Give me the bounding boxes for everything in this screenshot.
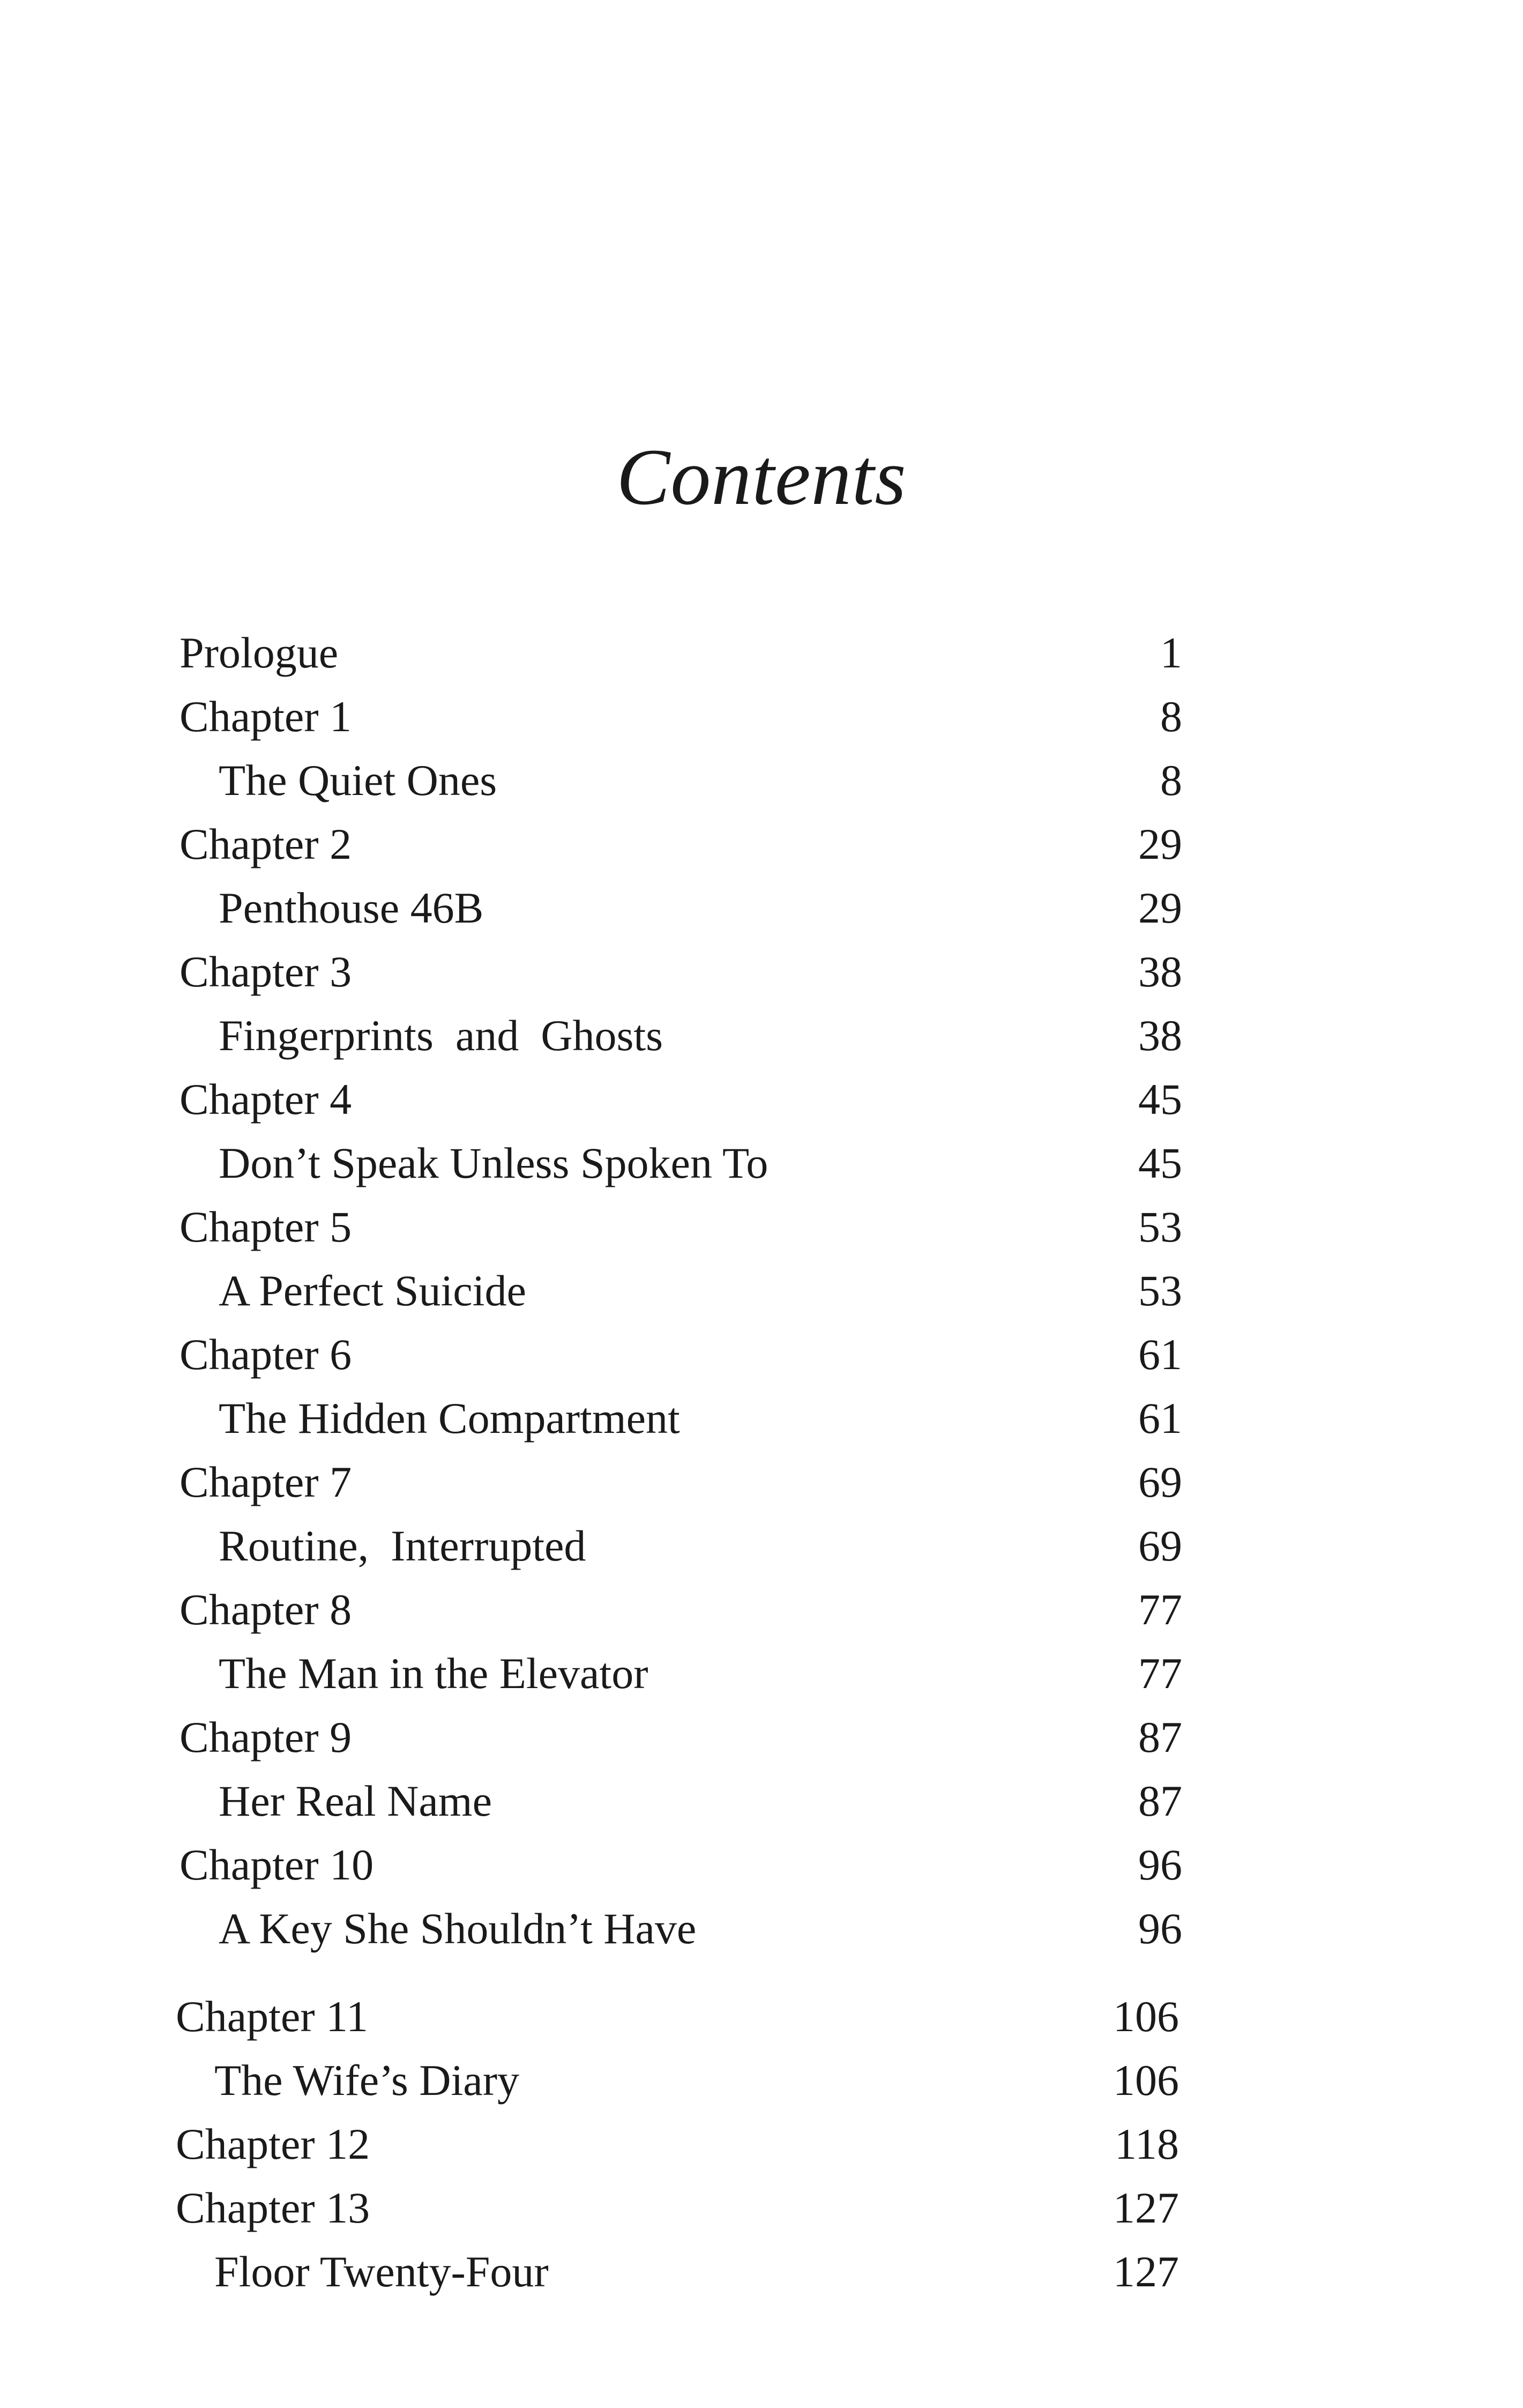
toc-entry-label: The Hidden Compartment <box>219 1394 680 1443</box>
toc-entry-page: 77 <box>1138 1649 1182 1698</box>
toc-entry-section <box>0 751 1523 810</box>
toc-entry-section <box>0 1261 1523 1320</box>
toc-entry-label: Chapter 13 <box>176 2183 370 2232</box>
toc-entry-section <box>0 1134 1523 1193</box>
page-title: Contents <box>616 433 907 522</box>
toc-entry-page: 8 <box>1160 692 1182 741</box>
toc-entry-label: Floor Twenty-Four <box>214 2247 549 2296</box>
toc-entry-chapter-4 <box>0 1070 1523 1129</box>
toc-entry-section <box>0 2242 1523 2301</box>
toc-entry-section <box>0 879 1523 938</box>
toc-entry-page: 61 <box>1138 1394 1182 1443</box>
toc-entry-label: Chapter 9 <box>180 1713 352 1762</box>
toc-entry-page: 127 <box>1113 2247 1179 2296</box>
toc-entry-page: 96 <box>1138 1840 1182 1889</box>
toc-entry-label: Chapter 12 <box>176 2120 370 2168</box>
toc-entry-label: Her Real Name <box>219 1777 492 1825</box>
toc-entry-label: Chapter 5 <box>180 1202 352 1251</box>
toc-entry-label: Chapter 4 <box>180 1075 352 1124</box>
toc-entry-label: The Man in the Elevator <box>219 1649 648 1698</box>
toc-entry-section <box>0 1772 1523 1831</box>
toc-entry-page: 96 <box>1138 1904 1182 1953</box>
toc-entry-chapter-8 <box>0 1580 1523 1639</box>
toc-entry-chapter-3 <box>0 942 1523 1001</box>
toc-entry-label: Prologue <box>180 628 339 677</box>
toc-entry-label: Routine, Interrupted <box>219 1521 586 1570</box>
toc-entry-chapter-11 <box>0 1987 1523 2046</box>
toc-entry-chapter-13 <box>0 2179 1523 2238</box>
toc-entry-section <box>0 1517 1523 1575</box>
toc-entry-page: 87 <box>1138 1713 1182 1762</box>
toc-entry-page: 45 <box>1138 1075 1182 1124</box>
toc-entry-label: Chapter 6 <box>180 1330 352 1379</box>
toc-entry-label: Chapter 8 <box>180 1585 352 1634</box>
toc-entry-chapter-10 <box>0 1835 1523 1894</box>
toc-entry-chapter-1 <box>0 687 1523 746</box>
toc-entry-label: The Wife’s Diary <box>214 2056 519 2105</box>
toc-entry-section <box>0 1389 1523 1448</box>
toc-entry-page: 45 <box>1138 1139 1182 1187</box>
toc-entry-section <box>0 2051 1523 2110</box>
toc-entry-page: 69 <box>1138 1458 1182 1506</box>
toc-entry-label: A Key She Shouldn’t Have <box>219 1904 697 1953</box>
toc-entry-page: 53 <box>1138 1202 1182 1251</box>
toc-entry-page: 29 <box>1138 883 1182 932</box>
toc-entry-page: 38 <box>1138 1011 1182 1060</box>
toc-entry-page: 61 <box>1138 1330 1182 1379</box>
toc-entry-page: 127 <box>1113 2183 1179 2232</box>
toc-entry-page: 77 <box>1138 1585 1182 1634</box>
toc-entry-label: Chapter 1 <box>180 692 352 741</box>
toc-entry-label: Chapter 10 <box>180 1840 374 1889</box>
toc-entry-section <box>0 1644 1523 1703</box>
toc-entry-chapter-5 <box>0 1198 1523 1257</box>
toc-entry-page: 106 <box>1113 1992 1179 2041</box>
toc-entry-page: 29 <box>1138 820 1182 868</box>
toc-entry-label: Don’t Speak Unless Spoken To <box>219 1139 768 1187</box>
toc-entry-label: A Perfect Suicide <box>219 1266 526 1315</box>
toc-entry-label: Chapter 11 <box>176 1992 369 2041</box>
toc-entry-chapter-2 <box>0 815 1523 874</box>
toc-entry-page: 69 <box>1138 1521 1182 1570</box>
toc-entry-label: The Quiet Ones <box>219 756 497 805</box>
toc-entry-prologue <box>0 623 1523 682</box>
toc-entry-page: 8 <box>1160 756 1182 805</box>
toc-entry-label: Chapter 7 <box>180 1458 352 1506</box>
toc-entry-label: Chapter 3 <box>180 947 352 996</box>
toc-entry-section <box>0 1006 1523 1065</box>
toc-entry-chapter-6 <box>0 1325 1523 1384</box>
toc-entry-chapter-7 <box>0 1453 1523 1512</box>
toc-entry-label: Penthouse 46B <box>219 883 484 932</box>
toc-entry-page: 118 <box>1115 2120 1179 2168</box>
toc-entry-label: Fingerprints and Ghosts <box>219 1011 663 1060</box>
toc-entry-chapter-12 <box>0 2115 1523 2174</box>
toc-entry-page: 53 <box>1138 1266 1182 1315</box>
toc-entry-section <box>0 1899 1523 1958</box>
toc-entry-label: Chapter 2 <box>180 820 352 868</box>
toc-entry-page: 87 <box>1138 1777 1182 1825</box>
toc-entry-chapter-9 <box>0 1708 1523 1767</box>
toc-entry-page: 1 <box>1160 628 1182 677</box>
toc-entry-page: 106 <box>1113 2056 1179 2105</box>
toc-entry-page: 38 <box>1138 947 1182 996</box>
